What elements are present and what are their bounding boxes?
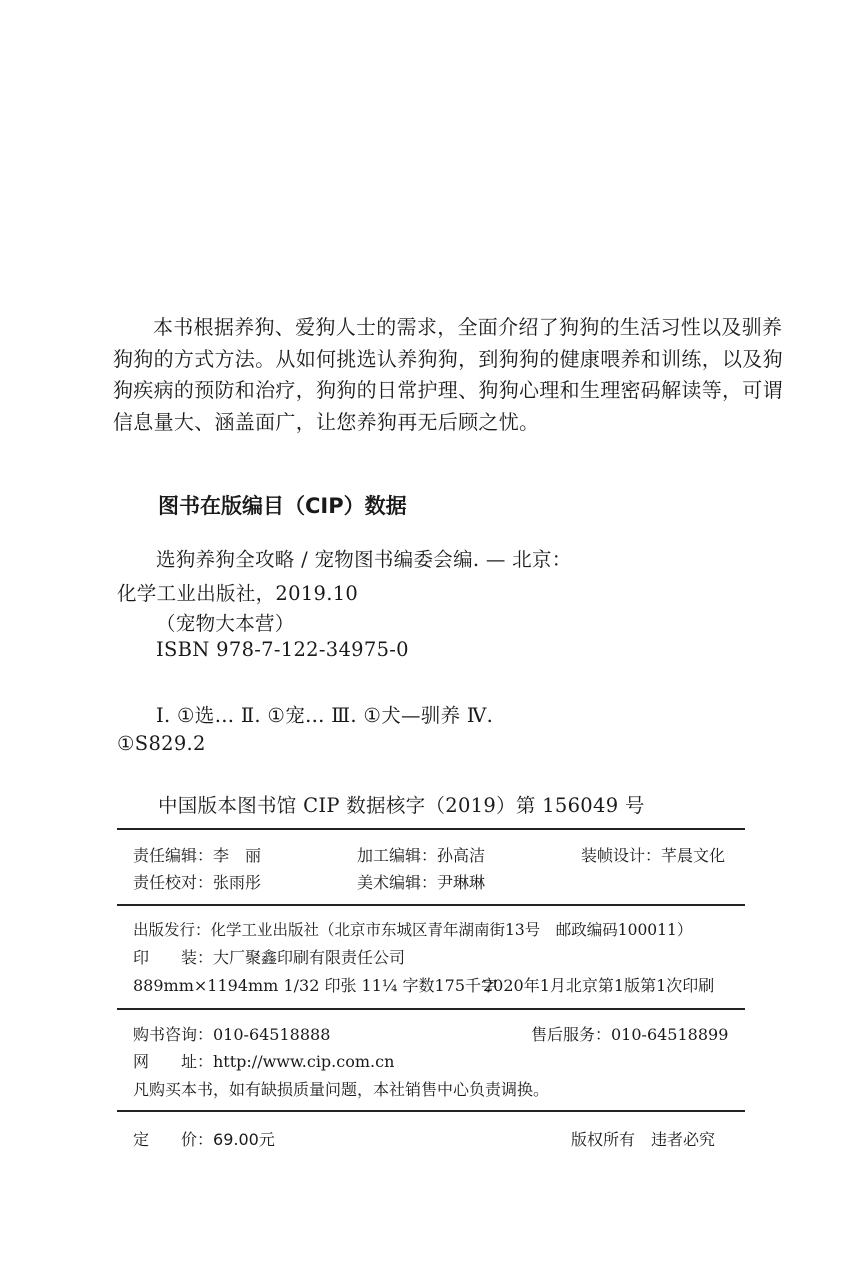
edition-info: 2020年1月北京第1版第1次印刷 bbox=[483, 976, 715, 995]
book-description bbox=[113, 312, 783, 438]
description-line: 本书根据养狗、爱狗人士的需求，全面介绍了狗狗的生活习性以及驯养 bbox=[153, 315, 783, 339]
printer-info: 印 装：大厂聚鑫印刷有限责任公司 bbox=[133, 948, 406, 967]
divider bbox=[117, 1008, 745, 1010]
publisher-info: 出版发行：化学工业出版社（北京市东城区青年湖南街13号 邮政编码100011） bbox=[133, 921, 693, 939]
cip-record-number: 中国版本图书馆 CIP 数据核字（2019）第 156049 号 bbox=[158, 794, 645, 817]
print-specs: 889mm×1194mm 1/32 印张 11¼ 字数175千字 bbox=[133, 976, 498, 995]
description-line: 狗疾病的预防和治疗，狗狗的日常护理、狗狗心理和生理密码解读等，可谓 bbox=[113, 378, 783, 402]
cip-classification: Ⅰ. ①选… Ⅱ. ①宠… Ⅲ. ①犬—驯养 Ⅳ. bbox=[156, 704, 494, 727]
price-value: 69.00元 bbox=[213, 1130, 275, 1149]
responsible-editor: 责任编辑：李 丽 bbox=[133, 846, 262, 865]
price-label: 定 价： bbox=[133, 1130, 214, 1149]
cip-title-line: 选狗养狗全攻略 / 宠物图书编委会编. — 北京： bbox=[156, 548, 572, 571]
divider bbox=[117, 1110, 745, 1112]
quality-notice: 凡购买本书，如有缺损质量问题，本社销售中心负责调换。 bbox=[133, 1080, 550, 1099]
divider bbox=[117, 904, 745, 906]
cip-isbn: ISBN 978-7-122-34975-0 bbox=[156, 638, 409, 661]
description-line: 信息量大、涵盖面广，让您养狗再无后顾之忧。 bbox=[113, 409, 540, 434]
proofreader: 责任校对：张雨彤 bbox=[133, 873, 262, 892]
cover-design: 装帧设计：芊晨文化 bbox=[581, 846, 726, 865]
cip-classification-code: ①S829.2 bbox=[117, 732, 206, 755]
art-editor: 美术编辑：尹琳琳 bbox=[357, 873, 486, 892]
processing-editor: 加工编辑：孙高洁 bbox=[357, 846, 486, 865]
website: 网 址：http://www.cip.com.cn bbox=[133, 1052, 395, 1071]
cip-heading: 图书在版编目（CIP）数据 bbox=[158, 494, 407, 518]
copyright-notice: 版权所有 违者必究 bbox=[571, 1130, 716, 1149]
cip-publisher-line: 化学工业出版社，2019.10 bbox=[117, 582, 359, 605]
divider bbox=[117, 828, 745, 830]
after-sales-hotline: 售后服务：010-64518899 bbox=[531, 1025, 729, 1044]
description-line: 狗狗的方式方法。从如何挑选认养狗狗，到狗狗的健康喂养和训练，以及狗 bbox=[113, 346, 783, 371]
purchase-hotline: 购书咨询：010-64518888 bbox=[133, 1025, 331, 1044]
price bbox=[133, 1127, 275, 1150]
cip-series-line: （宠物大本营） bbox=[156, 612, 295, 635]
